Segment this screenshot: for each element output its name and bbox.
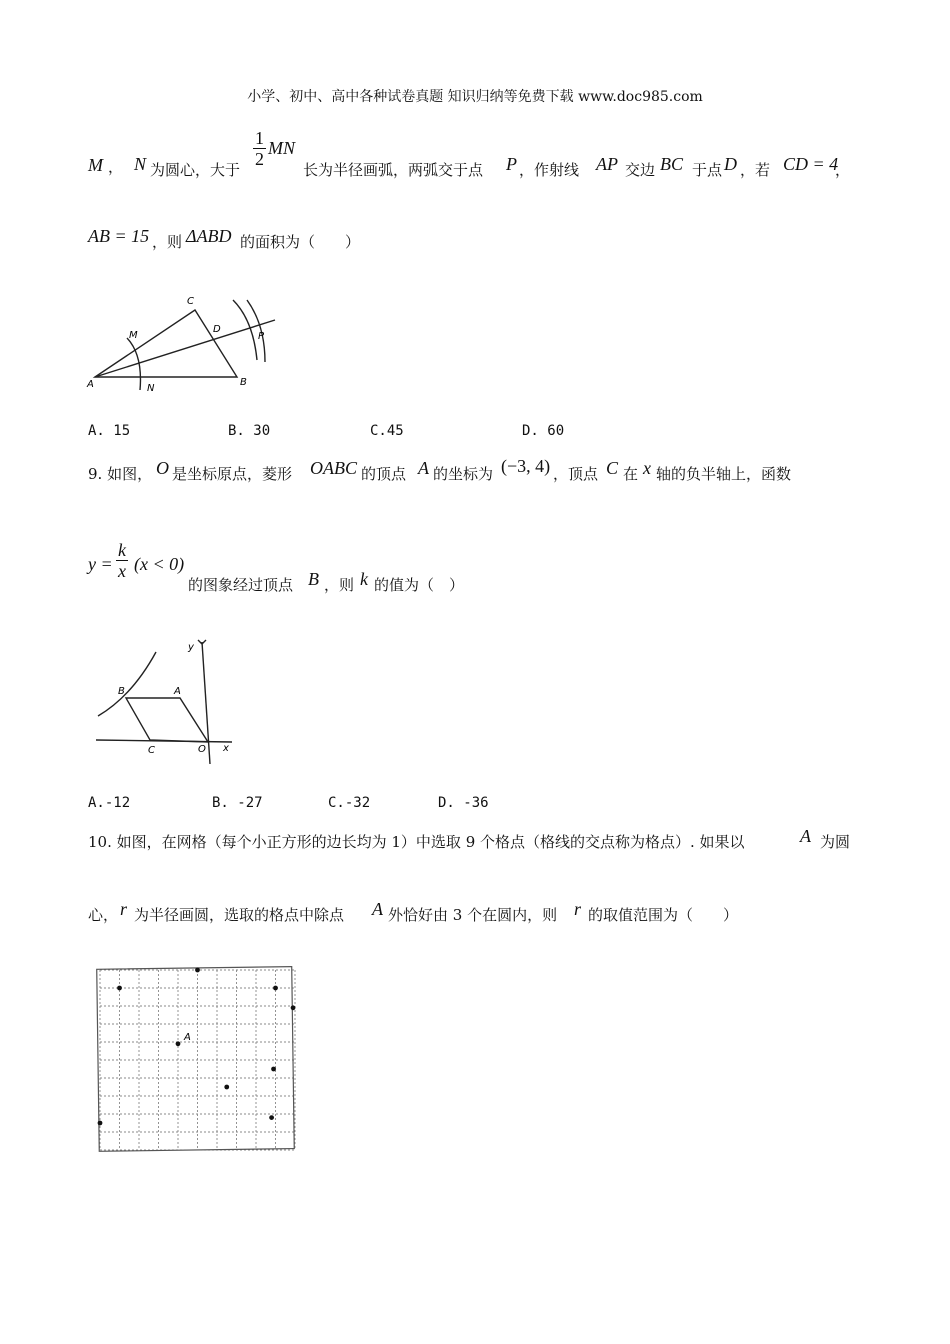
label-c: C <box>148 745 155 756</box>
q9-option-c[interactable]: C.-32 <box>328 795 371 811</box>
q9-x: x <box>643 458 651 478</box>
q9-C: C <box>606 458 619 478</box>
label-y: y <box>188 642 194 653</box>
triangle-abc <box>95 310 237 377</box>
q10-A2: A <box>372 899 383 919</box>
grid-point <box>291 1005 296 1010</box>
q9-k-over-x: $\frac{k}{x}$ <box>118 540 126 581</box>
label-a: A <box>174 686 181 697</box>
grid-point <box>224 1085 229 1090</box>
label-c: C <box>187 296 194 307</box>
label-a: A <box>87 379 94 390</box>
label-o: O <box>198 744 206 755</box>
q9-figure <box>92 636 242 770</box>
grid-points <box>98 968 296 1126</box>
q8-AP: AP <box>596 154 618 174</box>
q8-half-fraction: $\frac{1}{2}$ <box>255 128 264 169</box>
q8-D: D <box>724 154 737 174</box>
grid-point <box>117 986 122 991</box>
grid-point <box>269 1115 274 1120</box>
q9-O: O <box>156 458 169 478</box>
grid-border <box>97 967 295 1152</box>
q8-triangle: ΔABD <box>186 226 232 246</box>
rhombus-oabc <box>126 698 208 742</box>
q8-P: P <box>506 154 517 174</box>
q8-BC: BC <box>660 154 684 174</box>
label-b: B <box>118 686 125 697</box>
grid-point <box>98 1121 103 1126</box>
grid-lines <box>100 970 295 1150</box>
q8-AB-eq: AB = 15 <box>88 226 150 246</box>
q10-A: A <box>800 826 811 846</box>
grid-point-a <box>176 1041 181 1046</box>
q9-condition: (x < 0) <box>134 554 185 574</box>
label-m: M <box>129 330 138 341</box>
q9-option-b[interactable]: B. -27 <box>212 795 263 811</box>
q10-r2: r <box>574 899 582 919</box>
q10-grid-figure <box>92 960 302 1155</box>
ray-ap <box>95 320 275 377</box>
q8-figure <box>85 290 285 400</box>
q8-option-c[interactable]: C.45 <box>370 423 404 439</box>
q8-N: N <box>134 154 147 174</box>
label-x: x <box>223 743 229 754</box>
q9-k: k <box>360 569 368 589</box>
q9-option-d[interactable]: D. -36 <box>438 795 489 811</box>
q8-option-a[interactable]: A. 15 <box>88 423 131 439</box>
label-a: A <box>184 1032 191 1043</box>
q9-OABC: OABC <box>310 458 357 478</box>
page-header: 小学、初中、高中各种试卷真题 知识归纳等免费下载 www.doc985.com <box>247 89 703 105</box>
label-b: B <box>240 377 247 388</box>
label-d: D <box>213 324 221 335</box>
q8-MN: MN <box>268 138 295 158</box>
q10-r1: r <box>120 899 128 919</box>
hyperbola-curve <box>98 652 156 716</box>
q9-y-eq: y = <box>88 554 113 574</box>
q9-A: A <box>418 458 429 478</box>
grid-point <box>195 968 200 973</box>
q8-option-d[interactable]: D. 60 <box>522 423 565 439</box>
grid-point <box>273 986 278 991</box>
q8-option-b[interactable]: B. 30 <box>228 423 271 439</box>
q8-M: M <box>88 155 103 175</box>
q9-option-a[interactable]: A.-12 <box>88 795 131 811</box>
q9-B: B <box>308 569 319 589</box>
q9-coord: (−3, 4) <box>501 456 551 476</box>
grid-point <box>271 1067 276 1072</box>
label-n: N <box>147 383 155 394</box>
q8-CD-eq: CD = 4 <box>783 154 839 174</box>
label-p: P <box>258 331 265 342</box>
